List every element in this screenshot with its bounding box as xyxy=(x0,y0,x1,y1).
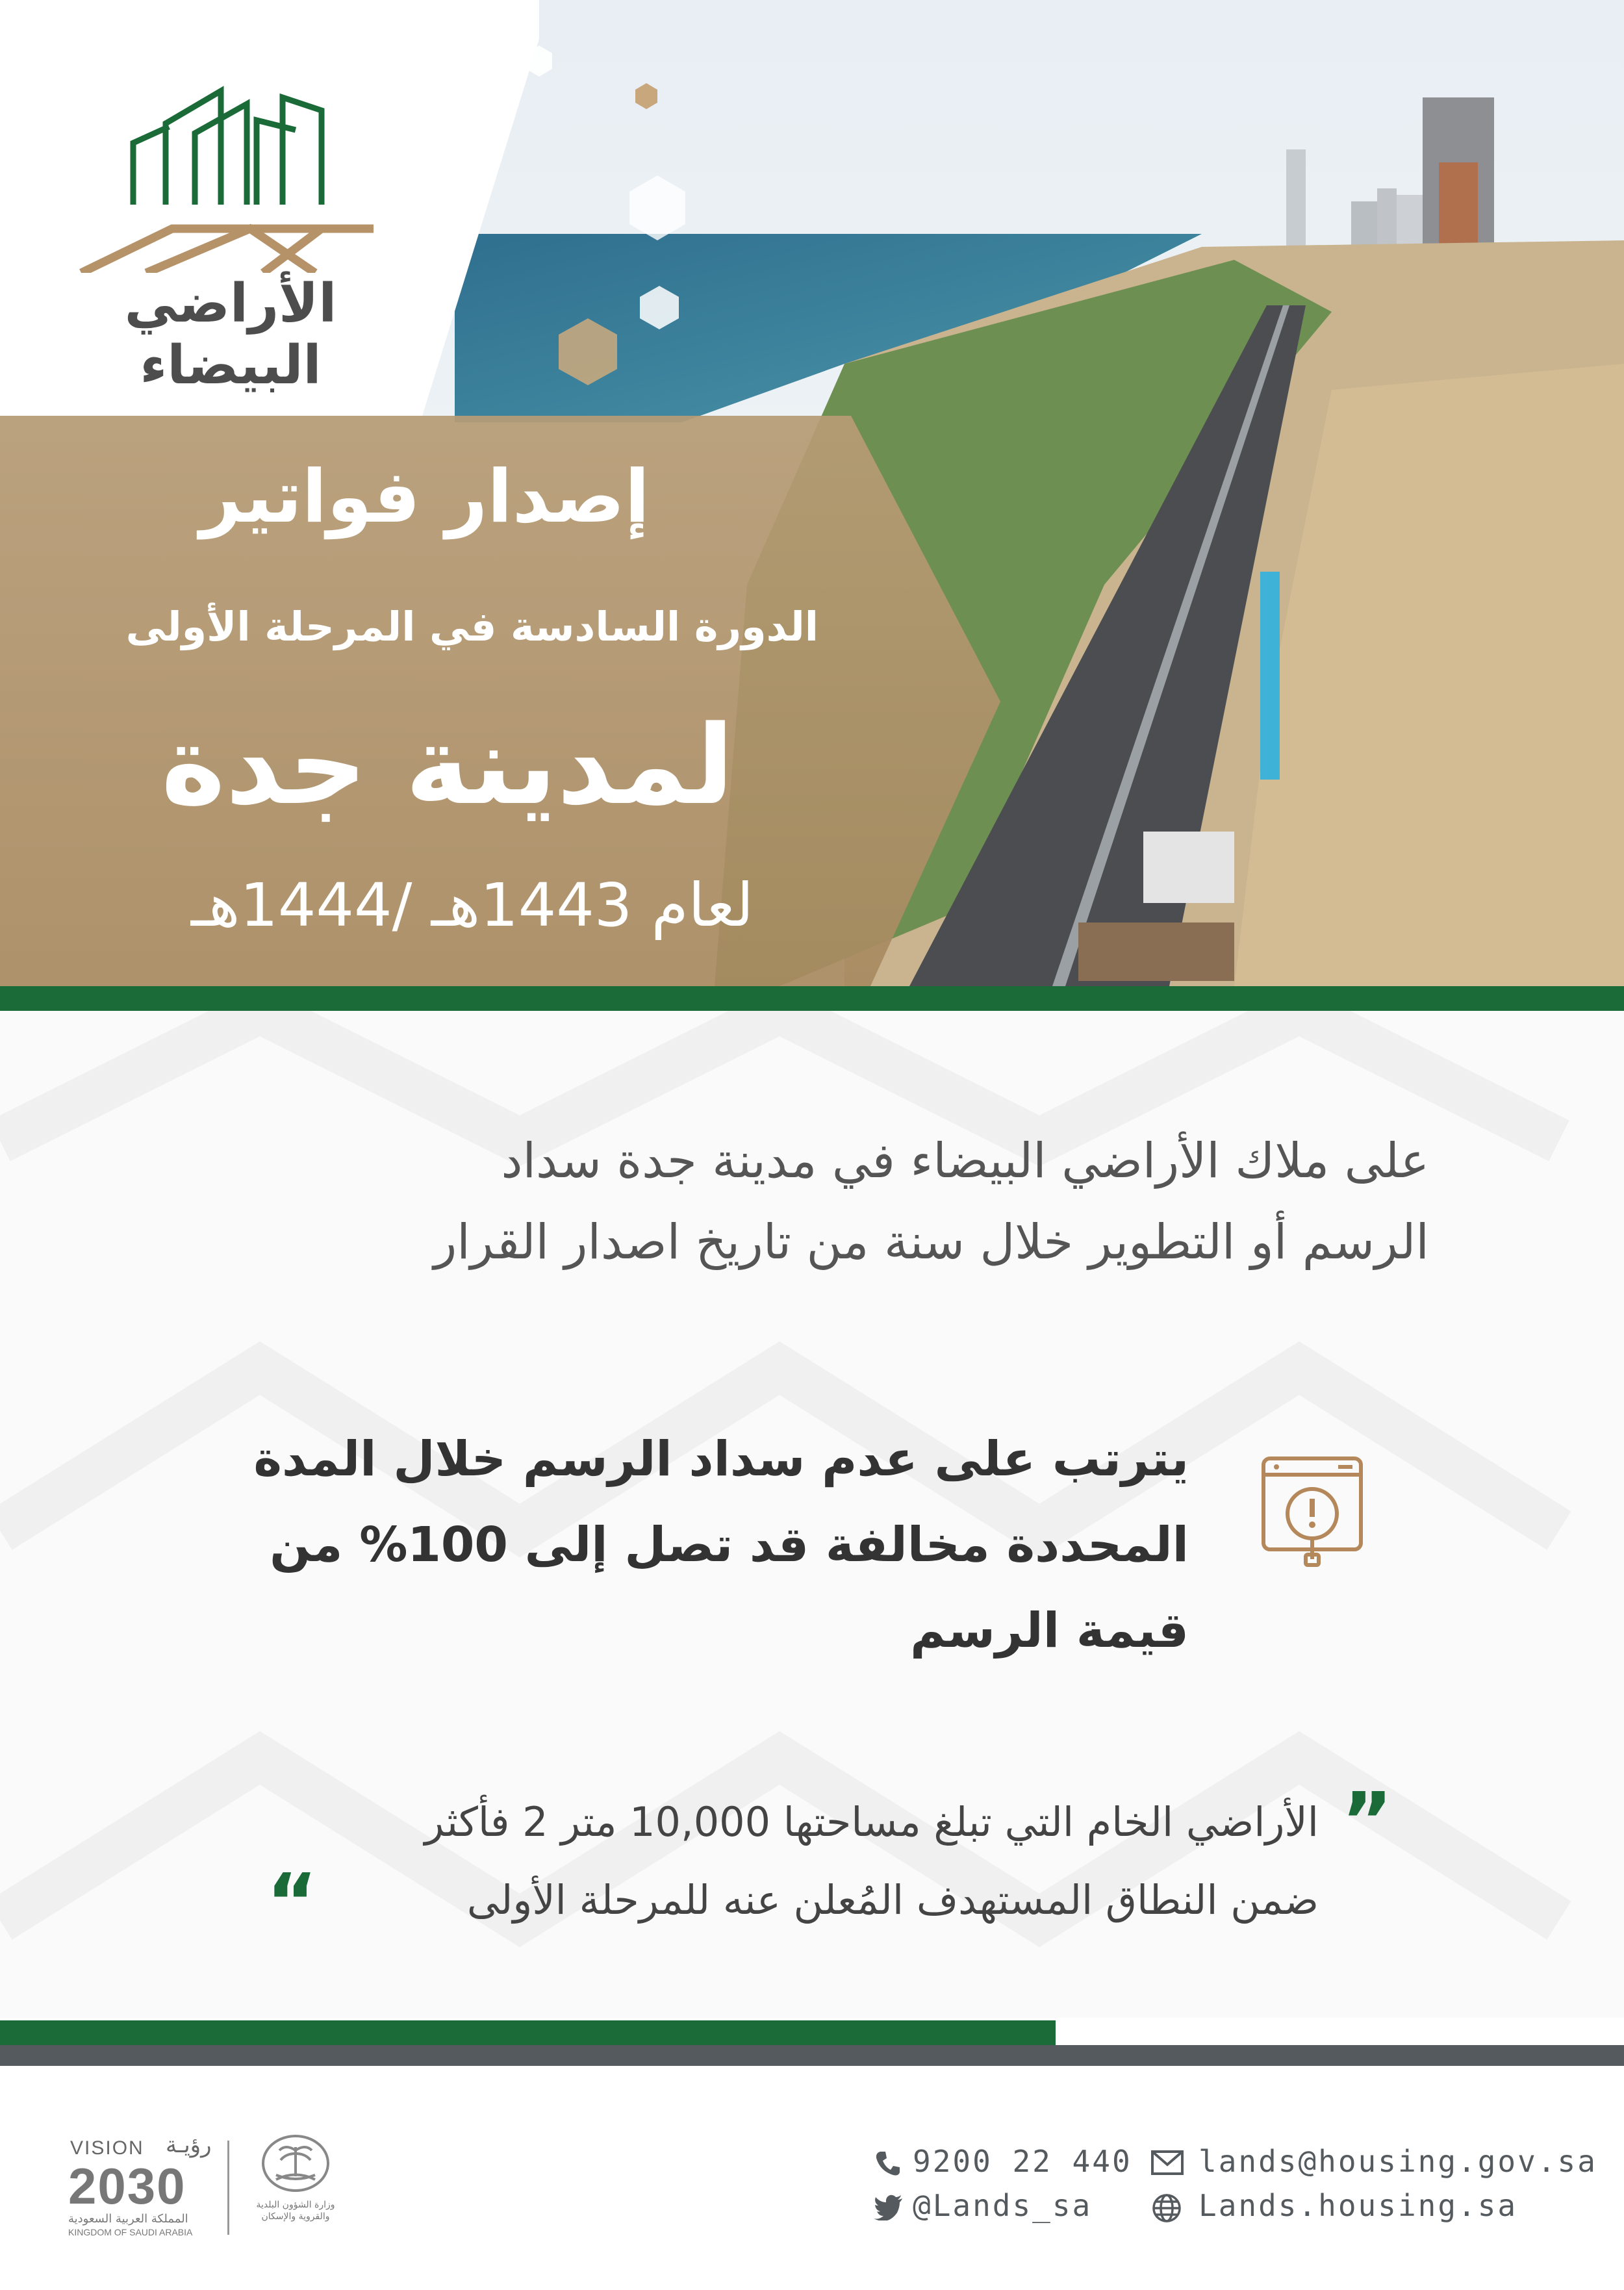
green-footer-bar xyxy=(0,2020,1056,2045)
logo-buildings-icon xyxy=(68,58,393,273)
hero-year: لعام 1443هـ /1444هـ xyxy=(190,871,754,940)
vision-2030-logo xyxy=(65,2132,221,2241)
quote-line-2: ضمن النطاق المستهدف المُعلن عنه للمرحلة الأولى xyxy=(466,1876,1319,1924)
warning-magnifier-icon xyxy=(1250,1445,1374,1569)
quote-open-mark: ” xyxy=(1341,1777,1393,1867)
intro-line-2: الرسم أو التطوير خلال سنة من تاريخ اصدار القرار xyxy=(433,1214,1429,1270)
white-lands-logo xyxy=(62,58,400,396)
penalty-line-2: المحددة مخالفة قد تصل إلى 100% من xyxy=(270,1517,1189,1573)
hero-title: إصدار فواتير xyxy=(199,455,650,539)
hero-city: لمدينة جدة xyxy=(160,702,734,829)
palm-swords-emblem-icon xyxy=(247,2131,344,2196)
penalty-line-1: يترتب على عدم سداد الرسم خلال المدة xyxy=(253,1431,1189,1487)
footer xyxy=(0,2066,1624,2290)
logo-text: الأراضي البيضاء xyxy=(124,273,337,396)
intro-line-1: على ملاك الأراضي البيضاء في مدينة جدة سداد xyxy=(501,1133,1429,1189)
vision-label-ar: رؤيـة xyxy=(166,2132,212,2158)
ministry-name: وزارة الشؤون البلدية والقروية والإسكان xyxy=(256,2200,335,2222)
footer-divider xyxy=(227,2141,229,2235)
twitter-handle[interactable]: @Lands_sa xyxy=(913,2188,1093,2223)
email-icon xyxy=(1151,2150,1184,2175)
website-link[interactable]: Lands.housing.sa xyxy=(1199,2188,1518,2223)
green-divider-bar xyxy=(0,986,1624,1011)
globe-icon xyxy=(1151,2193,1182,2224)
phone-icon xyxy=(874,2149,902,2178)
penalty-notice xyxy=(214,1416,1189,1673)
vision-kingdom-ar: المملكة العربية السعودية xyxy=(68,2212,188,2226)
quote-line-1: الأراضي الخام التي تبلغ مساحتها 10,000 متر 2 فأكثر xyxy=(424,1798,1319,1846)
hero-subtitle: الدورة السادسة في المرحلة الأولى xyxy=(125,603,818,650)
vision-year: 2030 xyxy=(68,2157,186,2215)
intro-paragraph xyxy=(130,1121,1429,1283)
gray-footer-bar xyxy=(0,2045,1624,2066)
scope-quote xyxy=(214,1783,1319,1939)
hero-banner xyxy=(0,0,1624,986)
twitter-icon xyxy=(874,2195,904,2220)
vision-label: VISION xyxy=(70,2137,144,2159)
vision-kingdom-en: KINGDOM OF SAUDI ARABIA xyxy=(68,2227,193,2237)
ministry-logo xyxy=(247,2131,344,2241)
email-address[interactable]: lands@housing.gov.sa xyxy=(1199,2144,1597,2179)
phone-number[interactable]: 9200 22 440 xyxy=(913,2144,1132,2179)
quote-close-mark: “ xyxy=(266,1858,318,1948)
penalty-line-3: قيمة الرسم xyxy=(910,1603,1189,1659)
